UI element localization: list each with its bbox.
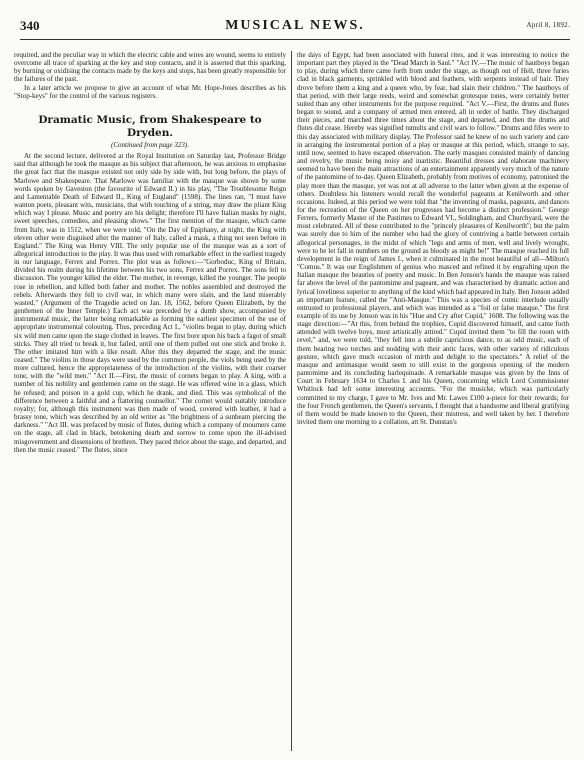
header-rule	[20, 39, 570, 40]
continued-note: (Continued from page 323).	[111, 140, 189, 149]
intro-paragraph: In a later article we propose to give an account of what Mr. Hope-Jones describes as his "Stop-keys" for the control of the various registers.	[14, 83, 286, 100]
column-divider	[291, 51, 292, 751]
issue-date: April 8, 1892.	[526, 21, 570, 29]
left-column	[14, 51, 286, 454]
page-number: 340	[20, 18, 40, 33]
article-heading: Dramatic Music, from Shakespeare to Dryden.	[38, 113, 262, 139]
journal-title: MUSICAL NEWS.	[225, 18, 365, 33]
intro-paragraph: required, and the peculiar way in which the electric cable and wires are wound, seems to entirely overcome all trace of sparking at the key and stop contacts, and it is asserted that this sparking, by burning or oxidising the contacts made by the keys and stops, has been greatly responsible for the failures of the past.	[14, 51, 286, 84]
page-header	[20, 18, 570, 40]
body-paragraph: the days of Egypt, had been associated with funeral rites, and it was interesting to notice the important part they played in the "Dead March in Saul." "Act IV.—The music of hautboys began to play, during which there came forth from under the stage, as though out of Hell, three furies clad in black garments, sprinkled with blood and feathers, with serpents instead of hair. They drove before them a king and a queen who, by fear, had slain their children." The hautboys of that period, with their large reeds, weird and somewhat grotesque tones, were certainly better suited than any other instruments for the purpose required. "Act V.—First, the drums and flutes began to sound, and a company of armed men entered, all in order of battle. They discharged their pieces, and marched three times about the stage, and departed, and then the drums and flutes did cease. Hereby was signified tumults and civil wars to follow." Drums and fifes were to this day associated with military display. The Professor said he knew of no such variety and care in arranging the instrumental portion of a play or masque at this period, which, strange to say, until now, seemed to have escaped observation. The early masques consisted mainly of dancing and revelry, the music being noisy and inartistic. Beautiful dresses and elaborate machinery seemed to have been the main attractions of an entertainment apparently very much of the nature of the pantomime of to-day. Queen Elizabeth, probably from motives of economy, patronised the play more than the masque, yet was not at all adverse to the latter when given at the expense of others. Doubtless his listeners would recall the wonderful pageants at Kenilworth and other occasions. Indeed, at this period we were told that "the inventing of masks, pageants, and dances for the recreation of the Queen on her progresses had become a distinct profession." George Ferrers, formerly Master of the Pastimes to Edward VI., Soldingham, and Churchyard, were the most celebrated. All of these contributed to the "princely pleasures of Kenilworth"; but the palm was surely due to him of the number who had the glory of contriving a battle between certain allegorical personages, in the midst of which "legs and arms of men, well and lively wrought, were to be let fall in numbers on the ground as bloody as might be!" The masque reached its full development in the reign of James I., when it culminated in the most beautiful of all—Milton's "Comus." It was our Englishmen of genius who masced and refined it by engrafting upon the Italian masque the beauties of poetry and music. In Ben Jonson's hands the masque was raised far above the level of the pantomime and pageant, and was characterised by dramatic action and lyrical loveliness superior to anything of the kind which had appeared in Italy. Ben Jonson added an important feature, called the "Anti-Masque." This was a species of comic interlude usually entrusted to professional players, and which was intended as a "foil or false masque." The first example of its use by Jonson was in his "Hue and Cry after Cupid," 1608. The following was the stage direction:—"At this, from behind the trophies, Cupid discovered himself, and came forth attended with twelve boys, most artistically attired." Cupid invited them "to fill the room with revel," and, we were told, "they fell into a subtile capricious dance, to as odd music, each of them bearing two torches and nodding with their antic faces, with other variety of ridiculous gesture, which gave much occasion of mirth and delight to the spectators." A relief of the masque and antimasque would seem to still exist in the gorgeous opening of the modern pantomime and its concluding harlequinade. A remarkable masque was given by the Inns of Court in February 1634 to Charles I. and his Queen, concerning which Lord Commissioner Whitlock had left some interesting accounts. "For the musicke, which was particularly committed to my charge, I gave to Mr. Ives and Mr. Lawes £100 a-piece for their rewards; for the four French gentlemen, the Queen's servants, I thought that a handsome and liberal gratifying of them would be made known to the Queen, their mistress, and well taken by her. I therefore invited them one morning to a collation, att St. Dunstan's	[297, 51, 569, 427]
body-paragraph: At the second lecture, delivered at the Royal Institution on Saturday last, Professor Bridge said that although he took the masque as his subject that afternoon, he was anxious to emphasise the great fact that the masque existed not only side by side with, but long before, the plays of Marlowe and Shakespeare. That Marlowe was familiar with the masque was shown by some words spoken by Gaveston (the favourite of Edward II.) in his play, "The Troublesome Reign and Lamentable Death of Edward II., King of England" (1598). The lines ran, "I must have wanton poets, pleasant wits, musicians, that with touching of a string, may draw the pliant King which way I please. Music and poetry are his delight; therefore I'll have Italian masks by night, sweet speeches, comedies, and pleasing shows." The first mention of the masque, which came from Italy, was in 1512, when we were told, "On the Day of Epiphany, at night, the King with eleven other were disguised after the manner of Italy, called a mask, a thing not seen before in England." The King was Henry VIII. The only popular use of the masque was as a sort of allegorical introduction to the play. It was thus used with remarkable effect in the earliest tragedy in our language, Ferrex and Porrex. The plot was as follows:—"Gorboduc, King of Britain, divided his realm during his lifetime between his two sons, Ferrex and Porrex. The sons fell to discussion. The younger killed the elder. The mother, in revenge, killed the younger. The people rose in rebellion, and killed both father and mother. The nobles assembled and destroyed the rebels. Afterwards they fell to civil war, in which many were slain, and the land miserably wasted." (Argument of the Tragedie acted on Jan. 18, 1562, before Queen Elizabeth, by the gentlemen of the Inner Temple.) Each act was preceded by a dumb show, accompanied by instrumental music, the latter being remarkable as forming the earliest specimen of the use of appropriate instrumental colouring. Thus, preceding Act I., "violins began to play, during which six wild men came upon the stage clothed in leaves. The first bore upon his back a fagot of small sticks. They all tried to break it, but failed, until one of them pulled out one stick and broke it. The other imitated him with a like result. After this they departed the stage, and the music ceased." The violins in those days were used by the common people, the viols being used by the more cultured, hence the appropriateness of the introduction of the violins, with their coarser tone, with the "wild men." "Act II.—First, the music of cornets began to play. A king, with a number of his nobility and gentlemen came on the stage. He was offered wine in a glass, which he refused; and poison in a gold cup, which he drank, and died. This was symbolical of the difference between a faithful and a flattering counsellor." The cornet would suitably introduce royalty; for, although this instrument was then made of wood, covered with leather, it had a brassy tone, which was described by an old writer as "the brightness of a sunbeam piercing the darkness." "Act III. was prefaced by music of flutes, during which a company of mourners came on the stage, all clad in black, betokening death and sorrow to come upon the ill-advised misgovernment and dissensions of brethren. They paced thrice about the stage, and departed, and then the music ceased." The flutes, since	[14, 152, 287, 454]
right-column	[297, 51, 569, 426]
